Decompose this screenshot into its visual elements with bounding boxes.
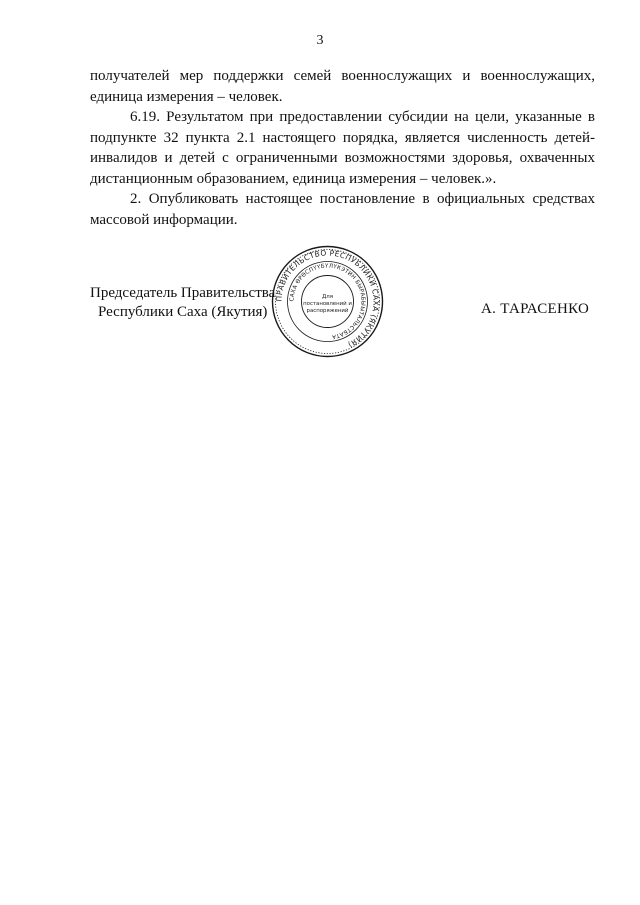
seal-center-line2: постановлений и	[303, 301, 352, 307]
official-seal	[270, 244, 385, 359]
seal-center-line1: Для	[322, 294, 333, 300]
paragraph-continuation: получателей мер поддержки семей военнослужащих и военнослужащих, единица измерения – человек.	[90, 68, 595, 105]
seal-inner-text: САХА ӨРӨСПҮҮБҮЛҮКЭТИН БЫРАБЫЫТАЛЬСТБАТА	[289, 263, 366, 340]
signatory-title-line2: Республики Саха (Якутия)	[98, 304, 268, 320]
signature-block	[0, 244, 640, 364]
paragraph-6-19: 6.19. Результатом при предоставлении субсидии на цели, указанные в подпункте 32 пункта 2.1 настоящего порядка, является численность детей-инвалидов и детей с ограниченными возможностями здоровья, охваченных дистанционным образованием, единица измерения – человек.».	[90, 109, 595, 187]
seal-center-line3: распоряжений	[306, 308, 349, 314]
signatory-title-line1: Председатель Правительства	[90, 285, 276, 301]
document-body	[90, 66, 595, 230]
seal-graphic	[270, 244, 385, 359]
page-number: 3	[316, 33, 324, 48]
paragraph-publish: 2. Опубликовать настоящее постановление в официальных средствах массовой информации.	[90, 191, 595, 228]
signatory-name: А. ТАРАСЕНКО	[481, 301, 590, 317]
signatory-title	[90, 284, 275, 322]
seal-outer-text: ПРАВИТЕЛЬСТВО РЕСПУБЛИКИ САХА (ЯКУТИЯ)	[274, 248, 381, 350]
